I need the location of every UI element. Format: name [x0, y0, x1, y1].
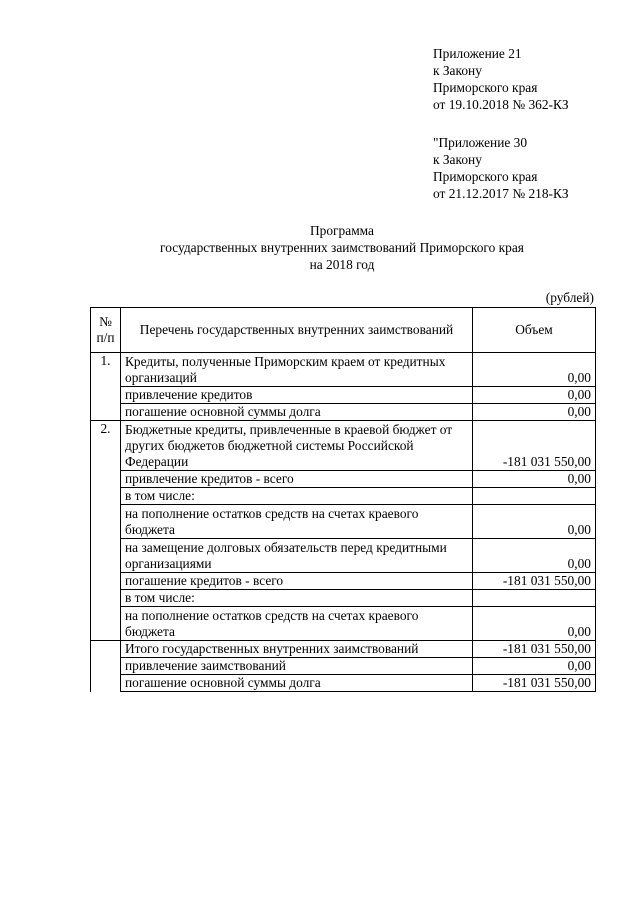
row-value: -181 031 550,00: [473, 675, 596, 692]
header-list: Перечень государственных внутренних заимствований: [121, 308, 473, 353]
title-line-1: Программа: [310, 223, 374, 238]
row-text: на пополнение остатков средств на счетах краевого бюджета: [121, 607, 473, 641]
row-text: привлечение заимствований: [121, 658, 473, 675]
row-value: 0,00: [473, 353, 596, 387]
row-value: -181 031 550,00: [473, 573, 596, 590]
appendix-line: к Закону: [433, 63, 482, 78]
appendix-line: к Закону: [433, 152, 482, 167]
table-row: [91, 658, 596, 675]
appendix-reference-current: [433, 45, 633, 113]
document-title: [90, 222, 594, 273]
row-value: 0,00: [473, 387, 596, 404]
row-value: 0,00: [473, 607, 596, 641]
table-row: [91, 387, 596, 404]
row-text: Кредиты, полученные Приморским краем от кредитных организаций: [121, 353, 473, 387]
table-row: [91, 573, 596, 590]
row-value: [473, 488, 596, 505]
appendix-line: от 19.10.2018 № 362-КЗ: [433, 97, 569, 112]
row-value: -181 031 550,00: [473, 421, 596, 471]
row-value: 0,00: [473, 505, 596, 539]
table-row: [91, 471, 596, 488]
row-text: погашение основной суммы долга: [121, 675, 473, 692]
row-value: 0,00: [473, 404, 596, 421]
appendix-reference-original: [433, 134, 633, 202]
table-row: [91, 675, 596, 692]
section-number: 2.: [91, 421, 121, 641]
units-label: (рублей): [545, 290, 594, 305]
row-text: Бюджетные кредиты, привлеченные в краевой бюджет от других бюджетов бюджетной системы Российской Федерации: [121, 421, 473, 471]
appendix-line: Приморского края: [433, 80, 538, 95]
appendix-line: от 21.12.2017 № 218-КЗ: [433, 186, 569, 201]
table-row: [91, 421, 596, 471]
section-number: [91, 641, 121, 692]
table-row: [91, 590, 596, 607]
row-value: 0,00: [473, 471, 596, 488]
row-value: 0,00: [473, 539, 596, 573]
table-row: [91, 353, 596, 387]
row-text: в том числе:: [121, 488, 473, 505]
row-text: погашение кредитов - всего: [121, 573, 473, 590]
row-text: на замещение долговых обязательств перед кредитными организациями: [121, 539, 473, 573]
row-text: привлечение кредитов: [121, 387, 473, 404]
table-row: [91, 607, 596, 641]
row-text: на пополнение остатков средств на счетах краевого бюджета: [121, 505, 473, 539]
borrowing-program-table: [90, 307, 596, 692]
table-row: [91, 505, 596, 539]
row-value: -181 031 550,00: [473, 641, 596, 658]
header-number: № п/п: [91, 308, 121, 353]
appendix-line: Приморского края: [433, 169, 538, 184]
title-line-2: государственных внутренних заимствований Приморского края: [160, 240, 524, 255]
row-text: погашение основной суммы долга: [121, 404, 473, 421]
header-volume: Объем: [473, 308, 596, 353]
table-row: [91, 539, 596, 573]
row-text: Итого государственных внутренних заимствований: [121, 641, 473, 658]
row-value: [473, 590, 596, 607]
row-value: 0,00: [473, 658, 596, 675]
appendix-line: Приложение 21: [433, 46, 522, 61]
appendix-line: "Приложение 30: [433, 135, 528, 150]
title-line-3: на 2018 год: [309, 257, 375, 272]
table-row: [91, 404, 596, 421]
section-number: 1.: [91, 353, 121, 421]
row-text: в том числе:: [121, 590, 473, 607]
table-row-total: [91, 641, 596, 658]
table-row: [91, 488, 596, 505]
table-header-row: [91, 308, 596, 353]
row-text: привлечение кредитов - всего: [121, 471, 473, 488]
